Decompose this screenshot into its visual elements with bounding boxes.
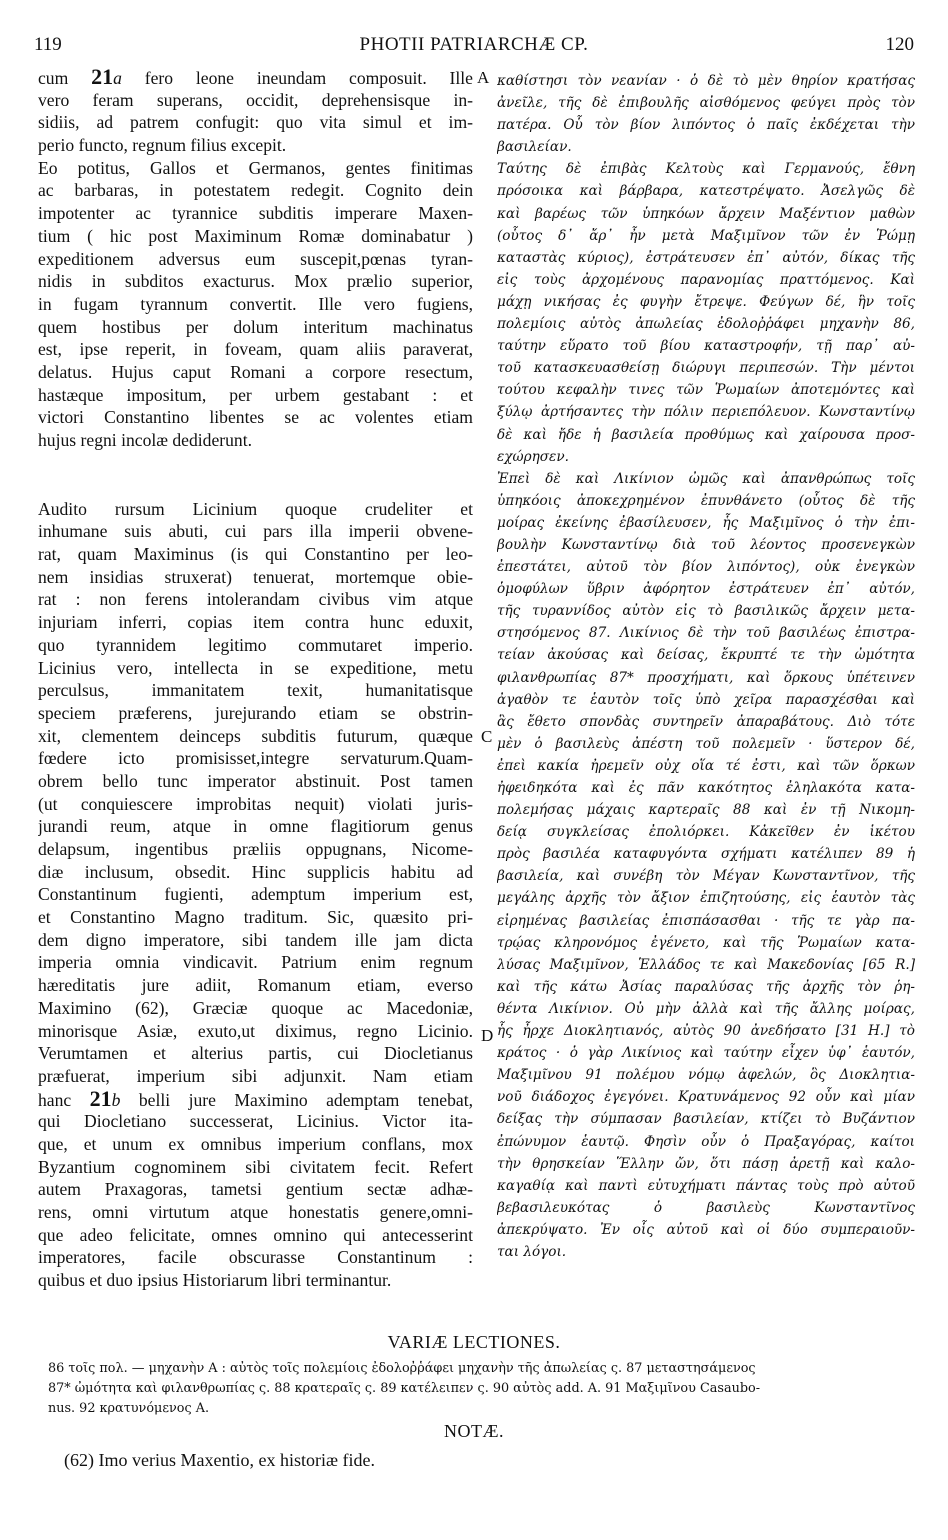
variant-line: nus. 92 κρατυνόμενος A. [48,1401,210,1416]
latin-line: que adeo felicitate, omnes omnino qui antecesserint [38,1224,473,1245]
greek-line: Μαξιμῖνου 91 πολέμου νόμῳ ἀφελών, ὃς Διοκλητια- [497,1067,915,1084]
greek-line: καὶ βαρέως τῶν ὑπηκόων ἄρχειν Μαξέντιον μαθὼν [497,205,915,222]
greek-line: θέντα Λικίνιον. Οὐ μὴν ἀλλὰ καὶ τῆς ἄλλης μοίρας, [497,1000,915,1017]
greek-line: στησόμενος 87. Λικίνιος δὲ τὴν τοῦ βασιλέως ἐπιστρα- [497,625,915,642]
latin-line: delapsum, ingentibus præliis oppugnans, Nicome- [38,839,473,859]
latin-paragraph-1 [38,89,473,157]
greek-line: καθίστησι τὸν νεανίαν · ὁ δὲ τὸ μὲν θηρίον κρατήσας [497,73,915,89]
latin-line: dem digno imperatore, sibi tandem ille jam dicta [38,929,473,950]
latin-line: nem insidias struxerat) tenuerat, mortemque obie- [38,566,473,587]
greek-line: ἀνεῖλε, τῆς δὲ ἐπιβουλῆς αἰσθόμενος φεύγει πρὸς τὸν [497,95,915,112]
left-page-number: 119 [34,34,62,55]
greek-line: ξύλῳ ἀρτήσαντες τὴν πόλιν περιεπόλευον. Κωνσταντίνῳ [497,404,915,421]
greek-line: δὲ καὶ ἤδε ἡ βασιλεία προθύμως καὶ χαίρουσα προσ- [497,426,915,443]
margin-marker-c: C [481,727,493,746]
margin-marker-d: D [481,1026,494,1045]
latin-line [38,66,473,89]
greek-line: φιλανθρωπίας 87* προσχήματι, καὶ ὅρκους ὑπέτεινεν [497,669,915,686]
greek-line: πατέρα. Οὗ τὸν βίον λιπόντος ὁ παῖς ἐκδέχεται τὴν [497,117,915,134]
greek-line: νοῦ διάδοχος ἐγεγόνει. Κρατυνάμενος 92 οὖν καὶ μίαν [497,1089,915,1106]
greek-line: ἠφειδηκότα καὶ ἐς πᾶν κακότητος ἐληλακότα κατα- [497,780,915,796]
greek-line: δείᾳ συγκλείσας ἐπολιόρκει. Κἀκεῖθεν ἐν ἱκέτου [497,824,915,841]
greek-line: τῆς τυραννίδος αὐτὸν εἰς τὸ βασιλικῶς ἄρχειν μετα- [497,603,915,620]
latin-line: hujus regni incolæ dediderunt. [38,430,253,450]
latin-line: expeditionem adversus eum suscepit,pœnas tyran- [38,248,473,269]
greek-line: εἰρημένας βασιλείας ἐπισπάσασθαι · τῆς τε γὰρ πα- [497,912,915,929]
greek-line: Ταύτης δὲ ἐπιβὰς Κελτοὺς καὶ Γερμανούς, ἔθνη [497,161,915,178]
latin-line: Eo potitus, Gallos et Germanos, gentes finitimas [38,157,473,178]
latin-line: imperia omnia vindicavit. Patrium enim regnum [38,952,473,973]
greek-line: Ἐπεὶ δὲ καὶ Λικίνιον ὠμῶς καὶ ἀπανθρώπως τοῖς [497,470,915,487]
note-62: (62) Imo verius Maxentio, ex historiæ fide. [64,1450,375,1470]
latin-line: ac barbaras, in potestatem redegit. Cognito dein [38,180,473,201]
latin-line: in fugam tyrannum convertit. Ille vero fugiens, [38,293,473,314]
latin-line: et Constantino Magno traditum. Sic, quæsito pri- [38,907,473,928]
latin-line: (ut conquiescere improbitas nequit) violati juris- [38,793,473,814]
greek-line: τοῦ κατασκευασθείσῃ διώρυγι περιπεσών. Τὴν μέντοι [497,360,915,377]
greek-line: εχώρησεν. [497,448,569,465]
right-page-number: 120 [885,34,914,55]
greek-line: ὁμοφύλων ὕβριν ἀφόρητον ἐστράτευεν ἐπ᾽ αὐτόν, [497,581,915,598]
greek-line: ἐπεστάτει, αὐτοῦ τὸν βίον λιπόντος), οὐκ ἐνεγκὼν [497,559,915,576]
greek-line: μάχῃ νικήσας ἐς φυγὴν ἔτρεψε. Φεύγων δέ, ἣν τοῖς [497,293,915,310]
greek-line: πρὸς βασιλέα καταφυγόντα σχήματι κατέλιπεν 89 ἡ [497,846,915,863]
variae-lectiones-heading: VARIÆ LECTIONES. [387,1332,561,1352]
greek-line: πολεμίοις αὐτὸς ἀπωλείας ἐδολοῤῥάφει μηχανὴν 86, [497,316,915,333]
greek-line: κράτος · ὁ γὰρ Λικίνιος καὶ ταύτην εἶχεν ὑφ᾽ ἑαυτόν, [497,1045,915,1062]
latin-line: jurandi reum, atque in omne flagitiorum genus [38,816,473,837]
latin-line: victori Constantino libentes se ac volentes etiam [38,407,473,428]
latin-paragraph-3-end [38,1110,473,1292]
greek-line: καγαθίᾳ καὶ παντὶ εὐτυχήματι πάντας τοὺς πρὸ αὐτοῦ [497,1177,915,1194]
latin-line: hæreditatis jure adiit, Romanum etiam, everso [38,975,473,996]
latin-line: imperatores, facile obscurasse Constantinum : [38,1247,473,1268]
latin-line: qui Diocletiano successerat, Licinius. Victor ita- [38,1111,473,1132]
latin-line: vero feram superans, occidit, deprehensisque in- [38,89,473,110]
folio-number: 21 [91,66,114,89]
greek-line: δείξας τὴν σύμπασαν βασιλείαν, κτίζει τὸ Βυζάντιον [497,1111,915,1128]
folio-letter: a [113,68,122,88]
greek-line: βουλὴν Κωνσταντίνῳ διὰ τοῦ λέοντος προσενεγκὼν [497,536,915,553]
latin-line: rat : non ferens intolerandam civibus vim atque [38,589,473,610]
greek-line: καὶ τῆς κάτω Ἀσίας παραλύσας τῆς ἀρχῆς τὸν ῥη- [497,978,915,995]
latin-line: obrem bello tunc imperator abstinuit. Post tamen [38,770,473,791]
latin-line: fœdere icto promisisset,integre servaturum.Quam- [38,748,473,769]
page-title: PHOTII PATRIARCHÆ CP. [359,34,589,55]
folio-letter: b [111,1089,121,1110]
latin-line: præfuerat, imperium sibi adjunxit. Nam etiam [38,1065,473,1086]
latin-line [38,1088,473,1111]
latin-line: que, et unum ex omnibus imperium conflans, mox [38,1133,473,1154]
greek-line: βασιλεία, καὶ συνέβη τὸν Μέγαν Κωνσταντῖνον, τῆς [497,868,915,885]
latin-line: rat, quam Maximinus (is qui Constantino per leo- [38,544,473,565]
latin-line: delatus. Hujus caput Romani a corpore resectum, [38,361,473,382]
folio-number: 21 [89,1087,112,1111]
greek-line: τούτου κεφαλὴν τινες τῶν Ῥωμαίων ἀποτεμόντες καὶ [497,382,915,399]
latin-line: Maximino (62), Græciæ quoque ac Macedoniæ, [38,997,473,1018]
variant-line: 86 τοῖς πολ. — μηχανὴν A : αὐτὸς τοῖς πολεμίοις ἐδολοῤῥάφει μηχανὴν τῆς ἀπωλείας ς. 87 μεταστησάμενος [48,1361,756,1376]
latin-word: cum [38,68,69,88]
greek-line: ὑπηκόοις ἀποκεχρημένον ἐπυνθάνετο (οὗτος δὲ τῆς [497,492,915,509]
latin-line: quibus et duo ipsius Historiarum libri terminantur. [38,1270,392,1291]
latin-line: autem Praxagoras, tametsi gentium sectæ adhæ- [38,1179,473,1200]
greek-line: ἀγαθὸν τε ἑαυτὸν τοῖς ὑπὸ χεῖρα παρασχέσθαι καὶ [497,691,915,708]
greek-line: ταύτην εὕρατο τοῦ βίου καταστροφήν, τῇ παρ᾽ αὐ- [497,338,915,355]
greek-line: ἧς ἦρχε Διοκλητιανός, αὐτὸς 90 ἀνεδήσατο [31 H.] τὸ [497,1023,915,1040]
latin-column [38,66,473,1292]
latin-paragraph-3 [38,498,473,1088]
latin-line: rens, omni virtutum atque honestatis genere,omni- [38,1202,473,1222]
latin-line: injuriam inferri, copias item contra hunc eduxit, [38,612,473,633]
latin-line: xit, clementem deinceps subditis futurum, quæque [38,725,473,746]
greek-line: βεβασιλευκότας ὁ βασιλεὺς Κωνσταντῖνος [497,1199,915,1216]
latin-line: quem hostibus per dolum interitum machinatus [38,316,473,337]
greek-line: τὴν θρησκείαν Ἕλλην ὤν, ὅτι πάσῃ ἀρετῇ καὶ καλο- [497,1155,915,1172]
latin-word: hanc [38,1089,72,1110]
latin-line: quo tyrannidem legitimo commutaret imperio. [38,634,473,655]
latin-line: Byzantium cognominem sibi civitatem fecit. Refert [38,1156,473,1177]
variant-line: 87* ὠμότητα καὶ φιλανθρωπίας ς. 88 κρατεραῖς ς. 89 κατέλειπεν ς. 90 αὐτὸς add. A. 91 Μαξιμῖνου Casaubo- [48,1381,761,1396]
margin-marker-a: A [477,68,490,87]
greek-line: μεγάλης ἀρχῆς τὸν ἄξιον ἐπιζητούσης, εἰς ἑαυτὸν τὰς [497,890,915,907]
latin-line: Verumtamen et alterius partis, cui Diocletianus [38,1043,473,1064]
greek-line: τείαν ἀκούσας καὶ δείσας, ἔκρυπτέ τε τὴν ὠμότητα [497,647,915,664]
latin-line: speciem præferens, jurejurando etiam se obstrin- [38,702,473,723]
latin-line: diæ inclusum, obsedit. Hinc supplicis habitu ad [38,861,473,882]
greek-line: τρῴας κληρονόμος ἐγένετο, καὶ τῆς Ῥωμαίων κατα- [497,934,915,951]
latin-text: belli jure Maximino ademptam tenebat, [120,1089,473,1110]
greek-line: ἀπεκρύψατο. Ἐν οἷς αὐτοῦ καὶ οἱ δύο συμπεραιοῦν- [497,1221,915,1238]
greek-line: ἃς ἔθετο σπονδὰς συντηρεῖν ἀπαραβάτους. Διὸ τότε [497,713,915,730]
latin-line: perculsus, immanitatem texit, humanitatisque [38,680,473,701]
latin-line: tium ( hic post Maximinum Romæ dominabatur ) [38,225,473,246]
greek-line: μοίρας ἐκείνης ἐβασίλευσεν, ἧς Μαξιμῖνος ὁ τὴν ἐπι- [497,514,915,531]
latin-line: hastæque impositum, per urbem gestabant : et [38,384,473,405]
variae-lectiones [48,1359,920,1419]
greek-line: ται λόγοι. [497,1243,567,1260]
greek-line: μὲν ὁ βασιλεὺς ἀπέστη τοῦ πολεμεῖν · ὕστερον δέ, [497,735,915,752]
latin-line: minorisque Asiæ, exuto,ut diximus, regno Licinio. [38,1020,473,1041]
latin-line: impotenter ac tyrannice subditis imperare Maxen- [38,203,473,224]
latin-line: inhumane suis abuti, cui pars illa imperii obvene- [38,521,473,542]
greek-line: ἐπώνυμον ἑαυτῷ. Φησὶν οὖν ὁ Πραξαγόρας, καίτοι [497,1133,915,1150]
greek-line: πρόσοικα καὶ βάρβαρα, κατεστρέψατο. Ἀσελγῶς δὲ [497,183,915,200]
latin-paragraph-2 [38,157,473,452]
latin-text: fero leone ineundam composuit. Ille [121,68,473,88]
greek-line: πολεμήσας μάχαις καρτεραῖς 88 καὶ ἐν τῇ Νικομη- [497,802,915,819]
latin-line: sidiis, ad patrem confugit: quo vita simul et im- [38,112,473,133]
latin-line: Licinius vero, intellecta in se expeditione, metu [38,657,473,678]
latin-line: est, ipse reperit, in foveam, quam aliis paraverat, [38,339,473,360]
greek-line: λύσας Μαξιμῖνον, Ἑλλάδος τε καὶ Μακεδονίας [65 R.] [497,956,915,973]
latin-line: perio functo, regnum filius excepit. [38,135,287,156]
notae-heading: NOTÆ. [444,1421,504,1441]
latin-line: nidis in subditos exacturus. Mox prælio superior, [38,271,473,292]
running-header [34,34,914,58]
greek-line: καταστὰς κύριος), ἐστράτευσεν ἐπ᾽ αὐτόν, δίκας τῆς [497,249,915,266]
greek-line: εἰς τοὺς ἀρχομένους παρανομίας πραττόμενος. Καὶ [497,271,915,288]
latin-line: Audito rursum Licinium quoque crudeliter et [38,498,473,519]
greek-line: (οὗτος δ᾽ ἄρ᾽ ἦν μετὰ Μαξιμῖνον τῶν ἐν Ῥώμῃ [497,227,915,244]
greek-column [497,70,915,1263]
greek-line: ἐπεὶ κακία ἠρεμεῖν οὐχ οἵα τέ ἐστι, καὶ τῶν ὅρκων [497,757,915,774]
greek-line: βασιλείαν. [497,139,572,156]
latin-line: Constantinum fugienti, ademptum imperium est, [38,884,473,905]
